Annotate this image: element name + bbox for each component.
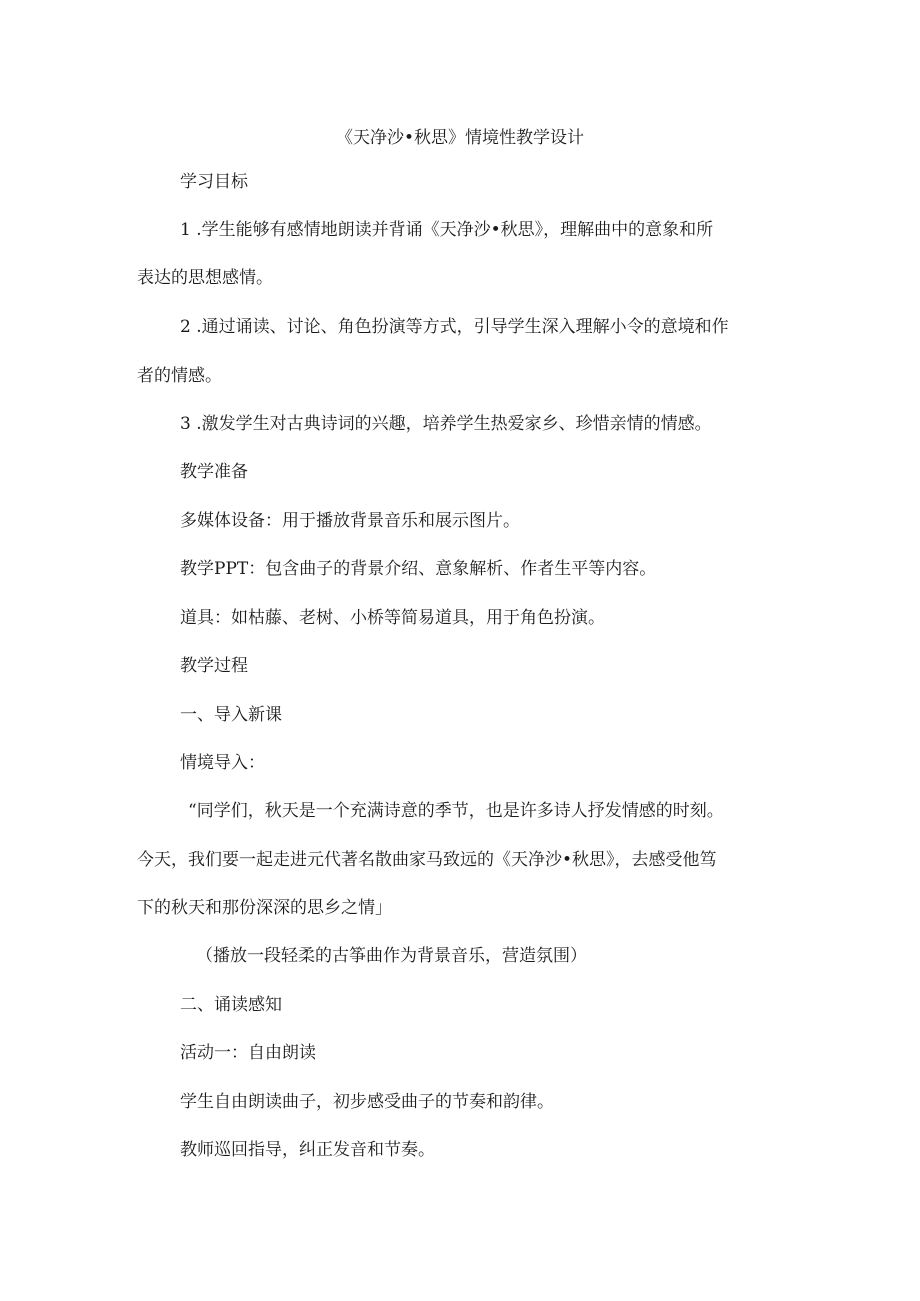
objective-1-line-2: 表达的思想感情。 [137,268,273,288]
prep-multimedia: 多媒体设备：用于播放背景音乐和展示图片。 [180,511,520,531]
prep-ppt: 教学PPT：包含曲子的背景介绍、意象解析、作者生平等内容。 [180,559,657,579]
step-1-heading: 一、导入新课 [180,705,282,725]
section-heading-process: 教学过程 [180,656,248,676]
section-heading-objectives: 学习目标 [180,172,248,192]
objective-2-line-1: 2 .通过诵读、讨论、角色扮演等方式，引导学生深入理解小令的意境和作 [180,317,729,337]
quote-line-3: 下的秋天和那份深深的思乡之情」 [137,898,392,918]
objective-1-line-1: 1 .学生能够有感情地朗读并背诵《天净沙•秋思》，理解曲中的意象和所 [180,220,714,240]
scenario-intro-label: 情境导入： [180,753,265,773]
step-2-heading: 二、诵读感知 [180,995,282,1015]
activity-1-student: 学生自由朗读曲子，初步感受曲子的节奏和韵律。 [180,1092,554,1112]
quote-line-1: “同学们，秋天是一个充满诗意的季节，也是许多诗人抒发情感的时刻。 [188,801,724,821]
music-note: （播放一段轻柔的古筝曲作为背景音乐，营造氛围） [196,946,587,966]
section-heading-preparation: 教学准备 [180,462,248,482]
document-title: 《天净沙•秋思》情境性教学设计 [335,128,585,148]
quote-line-2: 今天，我们要一起走进元代著名散曲家马致远的《天净沙•秋思》，去感受他笃 [137,850,717,870]
activity-1-teacher: 教师巡回指导，纠正发音和节奏。 [180,1140,435,1160]
objective-3: 3 .激发学生对古典诗词的兴趣，培养学生热爱家乡、珍惜亲情的情感。 [180,414,712,434]
activity-1-heading: 活动一：自由朗读 [180,1043,316,1063]
objective-2-line-2: 者的情感。 [137,366,222,386]
prep-props: 道具：如枯藤、老树、小桥等简易道具，用于角色扮演。 [180,608,605,628]
